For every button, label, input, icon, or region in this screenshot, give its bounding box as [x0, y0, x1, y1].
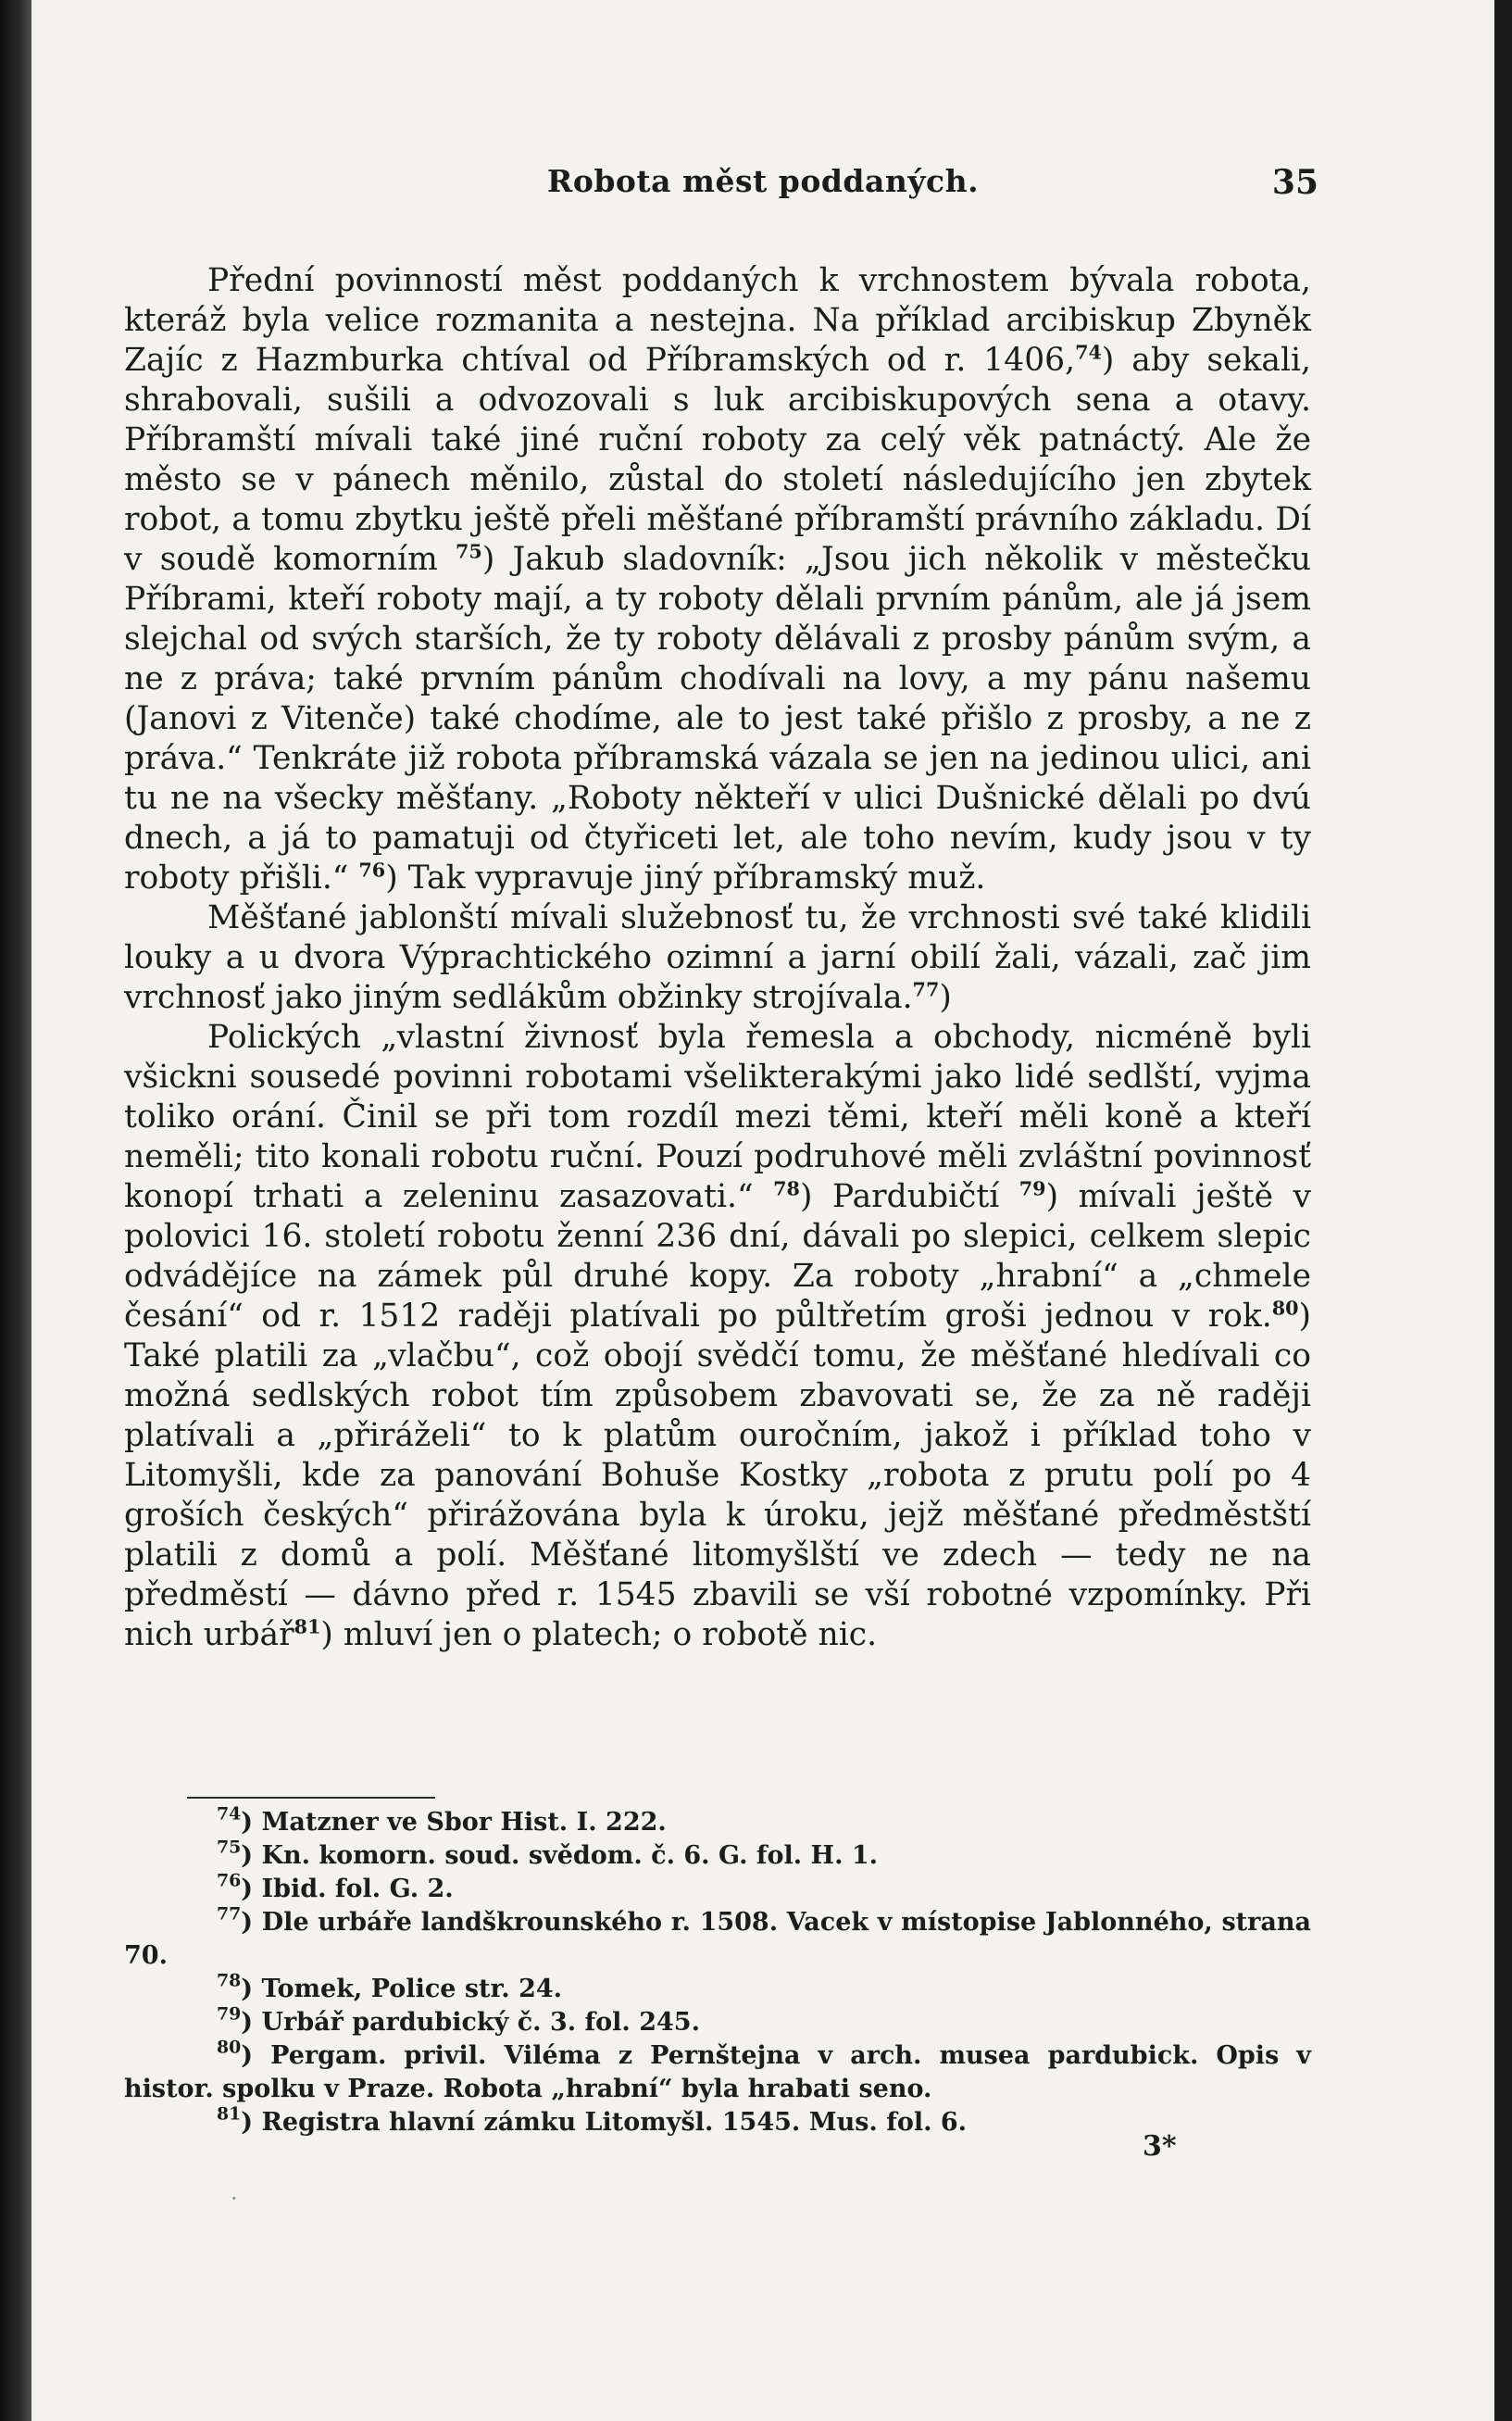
- footnote-divider: [187, 1797, 435, 1799]
- text-run: ) Jakub sladovník: „Jsou jich několik v městečku Příbrami, kteří roboty mají, a ty roboty dělali prvním pánům, ale já jsem slejchal od svých starších, že ty roboty dělávali z prosby pánům svým, a ne z práva; také prvním pánům chodívali na lovy, a my pánu našemu (Janovi z Vitenče) také chodíme, ale to jest také přišlo z prosby, a ne z práva.“ Tenkráte již robota příbramská vázala se jen na jedinou ulici, ani tu ne na všecky měšťany. „Roboty někteří v ulici Dušnické dělali po dvú dnech, a já to pamatuji od čtyřiceti let, ale toho nevím, kudy jsou v ty roboty přišli.“: [124, 541, 1311, 897]
- book-page: [31, 0, 1494, 2421]
- body-text: [124, 261, 1311, 1655]
- scan-speck: ·: [231, 2186, 238, 2212]
- footnote-74: [124, 1803, 1311, 1839]
- footnote-text: ) Pergam. privil. Viléma z Pernštejna v arch. musea pardubick. Opis v histor. spolku v Praze. Robota „hrabní“ byla hrabati seno.: [124, 2041, 1311, 2103]
- footnote-ref-80: 80: [1271, 1297, 1299, 1320]
- footnote-ref-74: 74: [1075, 341, 1102, 364]
- text-run: ) Pardubičtí: [799, 1178, 1019, 1215]
- footnote-ref-75: 75: [456, 540, 482, 563]
- text-run: Přední povinností měst poddaných k vrchnostem bývala robota, kteráž byla velice rozmanita a nestejna. Na příklad arcibiskup Zbyněk Zajíc z Hazmburka chtíval od Příbramských od r. 1406,: [124, 262, 1311, 379]
- paragraph-3: [124, 1018, 1311, 1655]
- running-title: Robota měst poddaných.: [546, 163, 980, 199]
- signature-mark: 3*: [1143, 2130, 1177, 2163]
- footnote-ref-76: 76: [358, 859, 386, 882]
- scan-edge: [0, 0, 33, 2421]
- footnote-mark: 79: [217, 2003, 242, 2025]
- footnote-78: [124, 1970, 1311, 2006]
- footnote-mark: 74: [217, 1803, 242, 1825]
- paragraph-1: [124, 261, 1311, 898]
- footnote-ref-77: 77: [912, 978, 940, 1001]
- running-head: [31, 163, 1494, 209]
- footnote-mark: 76: [217, 1870, 242, 1891]
- footnote-75: [124, 1839, 1311, 1873]
- footnote-ref-78: 78: [773, 1177, 800, 1200]
- footnote-81: [124, 2103, 1311, 2139]
- text-run: ) mívali ještě v polovici 16. století robotu ženní 236 dní, dávali po slepici, celkem slepic odvádějíce na zámek půl druhé kopy. Za roboty „hrabní“ a „chmele česání“ od r. 1512 raději platívali po půltřetím groši jednou v rok.: [124, 1178, 1311, 1335]
- page-number: 35: [1271, 163, 1318, 202]
- text-run: ) Také platili za „vlačbu“, což obojí svědčí tomu, že měšťané hledívali co možná sedlských robot tím způsobem zbavovati se, že za ně raději platívali a „přiráželi“ to k platům ouročním, jakož i příklad toho v Litomyšli, kde za panování Bohuše Kostky „robota z prutu polí po 4 groších českých“ přirážována byla k úroku, jejž měšťané předměstští platili z domů a polí. Měšťané litomyšlští ve zdech — tedy ne na předměstí — dávno před r. 1545 zbavili se vší robotné vzpomínky. Při nich urbář: [124, 1298, 1311, 1653]
- footnote-text: ) Kn. komorn. soud. svědom. č. 6. G. fol. H. 1.: [241, 1841, 879, 1870]
- footnote-79: [124, 2003, 1311, 2039]
- text-run: ) aby sekali, shrabovali, sušili a odvozovali s luk arcibiskupových sena a otavy. Příbramští mívali také jiné ruční roboty za celý věk patnáctý. Ale že město se v pánech měnilo, zůstal do století následujícího jen zbytek robot, a tomu zbytku ještě přeli měšťané příbramští právního základu. Dí v soudě komorním: [124, 342, 1311, 578]
- paragraph-2: [124, 898, 1311, 1018]
- footnote-mark: 80: [217, 2037, 242, 2058]
- text-run: Měšťané jablonští mívali služebnosť tu, že vrchnosti své také klidili louky a u dvora Výprachtického ozimní a jarní obilí žali, vázali, zač jim vrchnosť jako jiným sedlákům obžinky strojívala.: [124, 899, 1311, 1016]
- text-run: ): [939, 979, 952, 1016]
- footnote-text: ) Dle urbáře landškrounského r. 1508. Vacek v místopise Jablonného, strana 70.: [124, 1908, 1311, 1970]
- text-run: Polických „vlastní živnosť byla řemesla a obchody, nicméně byli všickni sousedé povinni robotami všelikterakými jako lidé sedlští, vyjma toliko orání. Činil se při tom rozdíl mezi těmi, kteří měli koně a kteří neměli; tito konali robotu ruční. Pouzí podruhové měli zvláštní povinnosť konopí trhati a zeleninu zasazovati.“: [124, 1019, 1311, 1215]
- footnote-mark: 81: [217, 2103, 242, 2125]
- footnote-text: ) Registra hlavní zámku Litomyšl. 1545. Mus. fol. 6.: [241, 2108, 968, 2137]
- footnote-text: ) Tomek, Police str. 24.: [241, 1975, 563, 2003]
- footnote-text: ) Ibid. fol. G. 2.: [241, 1875, 454, 1903]
- text-run: ) Tak vypravuje jiný příbramský muž.: [385, 859, 986, 897]
- footnote-mark: 78: [217, 1970, 242, 1991]
- footnote-mark: 75: [217, 1837, 242, 1858]
- footnote-77: [124, 1903, 1311, 1973]
- footnote-text: ) Matzner ve Sbor Hist. I. 222.: [241, 1808, 667, 1837]
- footnote-ref-79: 79: [1018, 1177, 1046, 1200]
- footnote-80: [124, 2039, 1311, 2106]
- text-run: ) mluví jen o platech; o robotě nic.: [320, 1616, 878, 1653]
- footnote-text: ) Urbář pardubický č. 3. fol. 245.: [241, 2008, 700, 2037]
- footnote-mark: 77: [217, 1903, 242, 1925]
- footnotes: [124, 1803, 1311, 2139]
- footnote-76: [124, 1870, 1311, 1906]
- footnote-ref-81: 81: [294, 1615, 321, 1638]
